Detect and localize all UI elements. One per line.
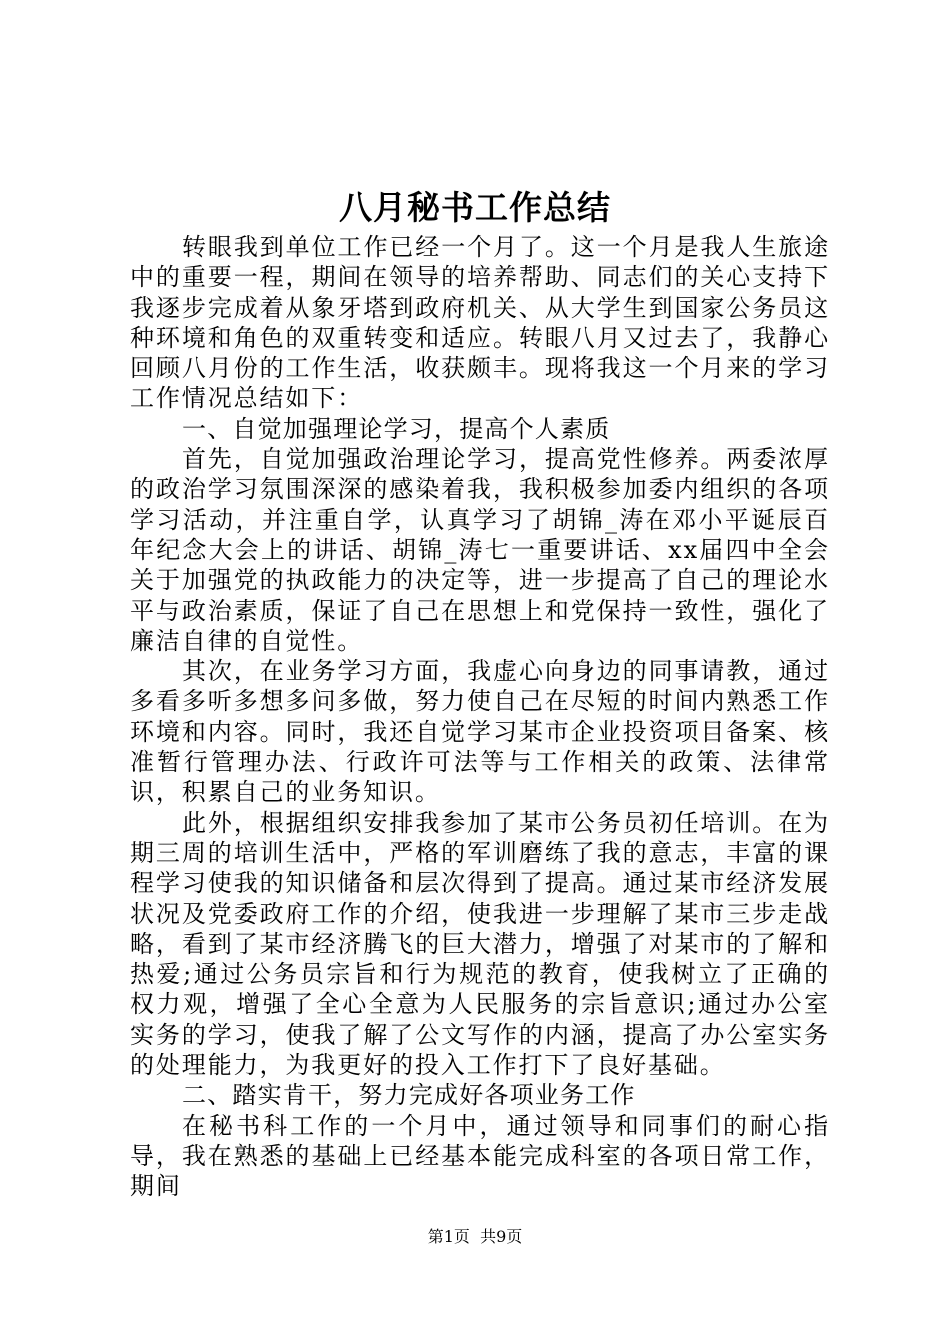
section-heading-1: 一、自觉加强理论学习，提高个人素质 (182, 414, 611, 443)
paragraph-secretary-work: 在秘书科工作的一个月中，通过领导和同事们的耐心指导，我在熟悉的基础上已经基本能完成科室的各项日常工作，期间 (130, 1111, 830, 1201)
paragraph-theory-study: 首先，自觉加强政治理论学习，提高党性修养。两委浓厚的政治学习氛围深深的感染着我，我积极参加委内组织的各项学习活动，并注重自学，认真学习了胡锦_涛在邓小平诞辰百年纪念大会上的讲话、胡锦_涛七一重要讲话、xx届四中全会关于加强党的执政能力的决定等，进一步提高了自己的理论水平与政治素质，保证了自己在思想上和党保持一致性，强化了廉洁自律的自觉性。 (130, 445, 830, 655)
document-body (130, 232, 830, 1202)
document-title: 八月秘书工作总结 (339, 188, 611, 227)
paragraph-business-study: 其次，在业务学习方面，我虚心向身边的同事请教，通过多看多听多想多问多做，努力使自己在尽短的时间内熟悉工作环境和内容。同时，我还自觉学习某市企业投资项目备案、核准暂行管理办法、行政许可法等与工作相关的政策、法律常识，积累自己的业务知识。 (130, 657, 830, 807)
page-number: 第1页 (427, 1227, 470, 1246)
paragraph-intro: 转眼我到单位工作已经一个月了。这一个月是我人生旅途中的重要一程，期间在领导的培养帮助、同志们的关心支持下我逐步完成着从象牙塔到政府机关、从大学生到国家公务员这种环境和角色的双重转变和适应。转眼八月又过去了，我静心回顾八月份的工作生活，收获颇丰。现将我这一个月来的学习工作情况总结如下： (130, 233, 830, 413)
page-footer (0, 1226, 950, 1248)
paragraph-training: 此外，根据组织安排我参加了某市公务员初任培训。在为期三周的培训生活中，严格的军训磨练了我的意志，丰富的课程学习使我的知识储备和层次得到了提高。通过某市经济发展状况及党委政府工作的介绍，使我进一步理解了某市三步走战略，看到了某市经济腾飞的巨大潜力，增强了对某市的了解和热爱;通过公务员宗旨和行为规范的教育，使我树立了正确的权力观，增强了全心全意为人民服务的宗旨意识;通过办公室实务的学习，使我了解了公文写作的内涵，提高了办公室实务的处理能力，为我更好的投入工作打下了良好基础。 (130, 808, 830, 1080)
section-heading-2: 二、踏实肯干，努力完成好各项业务工作 (182, 1081, 636, 1110)
page-total: 共9页 (480, 1227, 523, 1246)
